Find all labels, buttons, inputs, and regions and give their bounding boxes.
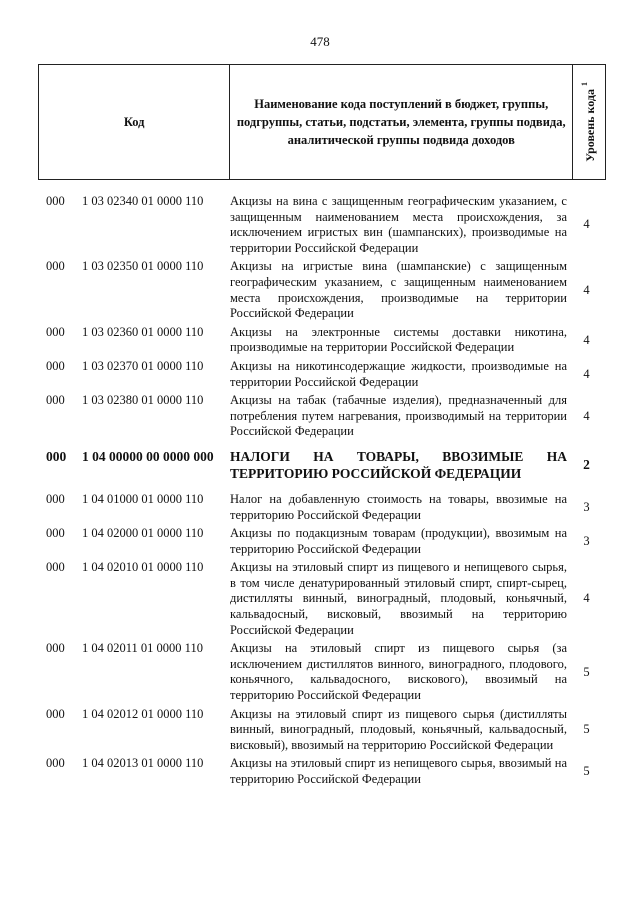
- revenue-code: 1 03 02350 01 0000 110: [82, 259, 204, 274]
- code-level: 3: [583, 533, 590, 548]
- revenue-code: 1 03 02380 01 0000 110: [82, 393, 204, 408]
- code-level: 3: [583, 499, 590, 514]
- code-level: 5: [583, 764, 590, 779]
- revenue-name: Акцизы на вина с защищенным географическим указанием, с защищенным наименованием места происхождения, за исключением игристых вин (шампанских), производимые на территории Российской Федерации: [230, 194, 567, 255]
- admin-code: 000: [46, 706, 65, 721]
- code-level: 4: [583, 282, 590, 297]
- table-row: [38, 756, 606, 787]
- revenue-code: 1 04 01000 01 0000 110: [82, 491, 204, 506]
- table-row: [38, 526, 606, 557]
- revenue-name: Акцизы на электронные системы доставки никотина, производимые на территории Российской Федерации: [230, 324, 567, 355]
- admin-code: 000: [46, 526, 65, 541]
- admin-code: 000: [46, 756, 65, 771]
- admin-code: 000: [46, 448, 67, 464]
- revenue-code: 1 04 02011 01 0000 110: [82, 641, 203, 656]
- revenue-code: 1 04 00000 00 0000 000: [82, 448, 214, 464]
- revenue-name: Акцизы на этиловый спирт из пищевого сырья (за исключением дистиллятов винного, виноградного, плодового, коньячного, кальвадосного, вискового), ввозимый на территорию Российской Федерации: [230, 641, 567, 703]
- revenue-code: 1 04 02012 01 0000 110: [82, 706, 204, 721]
- revenue-name: Акцизы на игристые вина (шампанские) с защищенным географическим указанием, с защищенным наименованием места происхождения, производимые на территории Российской Федерации: [230, 259, 567, 321]
- code-level: 4: [583, 217, 590, 232]
- code-level: 4: [583, 332, 590, 347]
- admin-code: 000: [46, 491, 65, 506]
- revenue-name: Акцизы на этиловый спирт из непищевого сырья, ввозимый на территорию Российской Федерации: [230, 756, 567, 786]
- page-number: 478: [310, 34, 330, 49]
- revenue-name: НАЛОГИ НА ТОВАРЫ, ВВОЗИМЫЕ НА ТЕРРИТОРИЮ РОССИЙСКОЙ ФЕДЕРАЦИИ: [230, 448, 567, 481]
- header-name: Наименование кода поступлений в бюджет, группы, подгруппы, статьи, подстатьи, элемента, группы подвида, аналитической группы подвида доходов: [230, 65, 573, 179]
- header-level-footnote: 1: [580, 82, 590, 87]
- code-level: 4: [583, 366, 590, 381]
- admin-code: 000: [46, 393, 65, 408]
- table-row: [38, 325, 606, 356]
- table-row: [38, 393, 606, 440]
- revenue-code: 1 04 02000 01 0000 110: [82, 526, 204, 541]
- table-body: [38, 194, 606, 791]
- revenue-code: 1 03 02360 01 0000 110: [82, 324, 204, 339]
- code-level: 5: [583, 664, 590, 679]
- admin-code: 000: [46, 259, 65, 274]
- table-row: [38, 259, 606, 321]
- admin-code: 000: [46, 560, 65, 575]
- table-row: [38, 359, 606, 390]
- revenue-name: Акцизы на табак (табачные изделия), предназначенный для потребления путем нагревания, производимый на территории Российской Федерации: [230, 393, 567, 439]
- revenue-name: Акцизы на этиловый спирт из пищевого и непищевого сырья, в том числе денатурированный этиловый спирт, спирт-сырец, дистилляты винный, виноградный, плодовый, коньячный, кальвадосный, висковый, ввозимый на территорию Российской Федерации: [230, 560, 567, 637]
- table-row: [38, 492, 606, 523]
- header-level: [573, 65, 605, 179]
- table-row: [38, 560, 606, 638]
- admin-code: 000: [46, 358, 65, 373]
- revenue-code: 1 03 02340 01 0000 110: [82, 194, 204, 208]
- admin-code: 000: [46, 324, 65, 339]
- code-level: 2: [583, 457, 590, 473]
- table-row: [38, 707, 606, 754]
- revenue-code: 1 04 02013 01 0000 110: [82, 756, 204, 771]
- table-header: [38, 64, 606, 180]
- admin-code: 000: [46, 194, 65, 208]
- revenue-name: Акцизы на никотинсодержащие жидкости, производимые на территории Российской Федерации: [230, 358, 567, 389]
- header-level-label: Уровень кода: [583, 89, 598, 162]
- revenue-name: Акцизы по подакцизным товарам (продукции), ввозимым на территорию Российской Федерации: [230, 526, 567, 556]
- revenue-code: 1 04 02010 01 0000 110: [82, 560, 204, 575]
- revenue-name: Налог на добавленную стоимость на товары, ввозимые на территорию Российской Федерации: [230, 491, 567, 522]
- table-row: [38, 448, 606, 482]
- code-level: 4: [583, 591, 590, 606]
- code-level: 4: [583, 408, 590, 423]
- header-code: Код: [39, 65, 230, 179]
- code-level: 5: [583, 722, 590, 737]
- table-row: [38, 641, 606, 703]
- revenue-name: Акцизы на этиловый спирт из пищевого сырья (дистилляты винный, виноградный, плодовый, коньячный, кальвадосный, висковый), ввозимый на территорию Российской Федерации: [230, 706, 567, 752]
- admin-code: 000: [46, 641, 65, 656]
- revenue-code: 1 03 02370 01 0000 110: [82, 358, 204, 373]
- table-row: [38, 194, 606, 256]
